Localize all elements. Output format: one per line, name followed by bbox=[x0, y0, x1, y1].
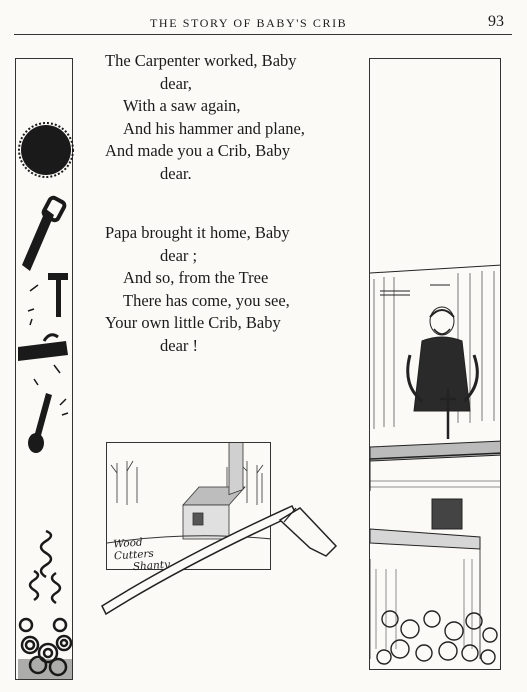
header-rule bbox=[14, 34, 512, 35]
poem-line: Papa brought it home, Baby bbox=[105, 223, 290, 242]
poem-line: There has come, you see, bbox=[123, 290, 290, 310]
poem-text bbox=[105, 50, 365, 357]
poem-line: dear ! bbox=[160, 335, 199, 355]
poem-line: dear ; bbox=[160, 245, 198, 265]
stanza-gap bbox=[105, 185, 365, 222]
mallet-icon bbox=[28, 393, 68, 453]
poem-line: And so, from the Tree bbox=[123, 268, 269, 287]
poem-line: And made you a Crib, Baby bbox=[105, 141, 291, 160]
poem-line: The Carpenter worked, Baby bbox=[105, 51, 297, 70]
running-title: THE STORY OF BABY'S CRIB bbox=[150, 16, 348, 30]
plane-icon bbox=[18, 335, 68, 385]
saw-blade-icon bbox=[19, 123, 73, 177]
poem-line: dear, bbox=[160, 73, 192, 93]
woodcutters-vignette bbox=[100, 438, 345, 618]
wood-shavings-icon bbox=[20, 531, 71, 675]
poem-line: dear. bbox=[160, 163, 192, 183]
poem-line: With a saw again, bbox=[123, 96, 241, 115]
carpenter-illustration bbox=[369, 58, 501, 670]
page-number: 93 bbox=[488, 13, 504, 30]
sign-line-2: Shanty bbox=[132, 558, 171, 574]
running-header bbox=[0, 12, 527, 32]
handsaw-icon bbox=[22, 196, 66, 271]
poem-line: Your own little Crib, Baby bbox=[105, 313, 281, 332]
axe-icon bbox=[100, 438, 345, 618]
tools-border-strip bbox=[15, 58, 73, 680]
sign-line-1: Wood Cutters bbox=[112, 536, 155, 563]
hammer-icon bbox=[28, 273, 68, 325]
poem-line: And his hammer and plane, bbox=[123, 118, 305, 138]
